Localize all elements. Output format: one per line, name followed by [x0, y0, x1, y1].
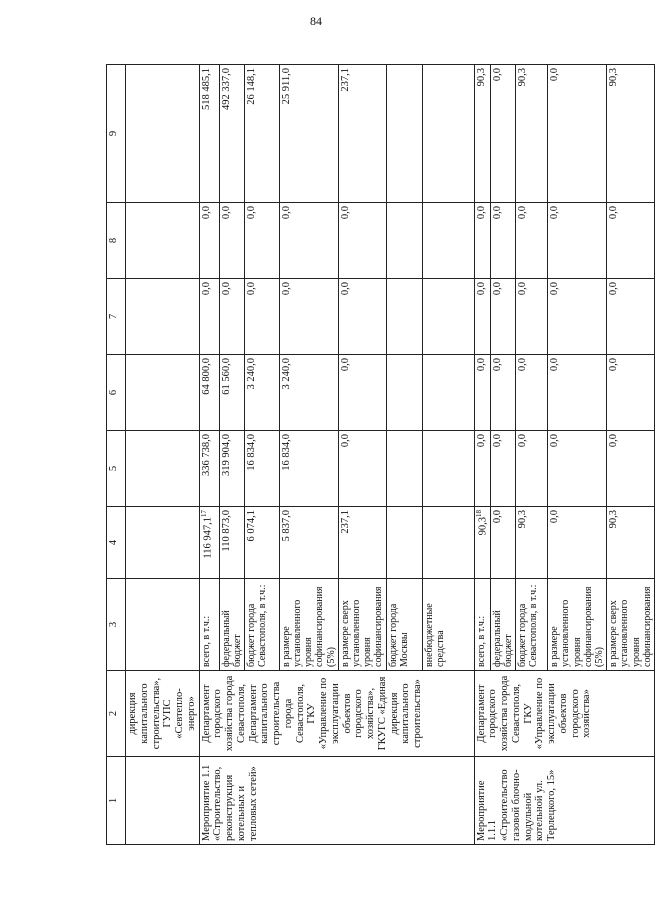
- amount-cell: [516, 203, 548, 279]
- executor-cell: Департамент городского хозяйства города Севастополя, ГКУ «Управление по эксплуатации объектов городского хозяйства»: [474, 671, 655, 757]
- amount-value: 0,0: [339, 282, 351, 296]
- amount-value: 110 873,0: [220, 510, 232, 552]
- amount-value: 61 560,0: [220, 358, 232, 395]
- amount-value: 319 904,0: [220, 434, 232, 476]
- header-cell: 8: [107, 203, 126, 279]
- amount-cell: [548, 507, 607, 579]
- amount-cell: [516, 431, 548, 507]
- amount-cell: [474, 203, 490, 279]
- page-number: 84: [310, 14, 322, 28]
- amount-value: 6 074,1: [245, 510, 257, 542]
- amount-cell: [199, 65, 219, 203]
- amount-cell: [338, 431, 386, 507]
- header-cell: 9: [107, 65, 126, 203]
- amount-cell: [607, 431, 655, 507]
- amount-cell: [386, 355, 422, 431]
- amount-cell: [607, 203, 655, 279]
- amount-value: 0,0: [491, 68, 503, 82]
- amount-cell: [219, 65, 244, 203]
- amount-value: 0,0: [220, 282, 232, 296]
- header-cell: 4: [107, 507, 126, 579]
- amount-value: 0,0: [608, 434, 620, 448]
- amount-cell: [516, 507, 548, 579]
- amount-cell: [386, 65, 422, 203]
- header-cell: 6: [107, 355, 126, 431]
- amount-cell: [338, 355, 386, 431]
- amount-cell: [516, 65, 548, 203]
- amount-cell: [548, 65, 607, 203]
- amount-cell: [490, 431, 515, 507]
- amount-cell: [338, 203, 386, 279]
- amount-value: 16 834,0: [280, 434, 292, 471]
- amount-value: 0,0: [280, 282, 292, 296]
- funding-source-cell: в размере сверх установленного уровня софинансирования: [338, 579, 386, 671]
- amount-cell: [607, 507, 655, 579]
- amount-cell: [244, 507, 279, 579]
- executor-cell: Департамент городского хозяйства города Севастополя, Департамент капитального строительства города Севастополя, ГКУ «Управление по эксплуатации объектов городского хозяйства», ГКУГС «Единая дирекция капитального строительства»: [199, 671, 474, 757]
- amount-value: 492 337,0: [220, 68, 232, 110]
- amount-value: 0,0: [200, 206, 212, 220]
- funding-source-cell: федеральный бюджет: [219, 579, 244, 671]
- amount-value: 0,0: [475, 434, 487, 448]
- amount-cell: [490, 65, 515, 203]
- amount-cell: [386, 279, 422, 355]
- header-row: [107, 65, 126, 845]
- amount-value: 90,3: [517, 510, 529, 529]
- amount-cell: [279, 203, 338, 279]
- amount-value: 0,0: [200, 282, 212, 296]
- amount-cell: [279, 355, 338, 431]
- amount-value: 0,0: [475, 206, 487, 220]
- amount-cell: [244, 355, 279, 431]
- amount-cell: [516, 355, 548, 431]
- measure-1-1-block: [199, 65, 474, 845]
- amount-value: 3 240,0: [280, 358, 292, 390]
- budget-table: [106, 64, 655, 845]
- amount-cell: [490, 203, 515, 279]
- amount-value: 0,0: [491, 434, 503, 448]
- amount-value: 0,0: [280, 206, 292, 220]
- amount-cell: [386, 507, 422, 579]
- amount-value: 0,0: [549, 206, 561, 220]
- amount-value: 0,0: [491, 206, 503, 220]
- measure-1-1-1-block: [474, 65, 655, 845]
- amount-value: 0,0: [491, 510, 503, 524]
- amount-cell: [244, 279, 279, 355]
- funding-source-cell: бюджет города Севастополя, в т.ч.:: [244, 579, 279, 671]
- amount-value: 116 947,1: [202, 517, 213, 559]
- amount-value: 0,0: [475, 358, 487, 372]
- amount-cell: [199, 279, 219, 355]
- amount-cell: [219, 431, 244, 507]
- header-cell: 3: [107, 579, 126, 671]
- amount-cell: [338, 279, 386, 355]
- amount-cell: [607, 279, 655, 355]
- amount-cell: [474, 507, 490, 579]
- amount-value: 0,0: [608, 358, 620, 372]
- amount-cell: [199, 355, 219, 431]
- funding-source-cell: бюджет города Москвы: [386, 579, 422, 671]
- footnote-marker: 18: [474, 510, 483, 517]
- amount-cell: [422, 431, 474, 507]
- amount-cell: [199, 431, 219, 507]
- amount-value: 0,0: [608, 282, 620, 296]
- amount-cell: [422, 203, 474, 279]
- header-cell: 7: [107, 279, 126, 355]
- amount-value: 0,0: [608, 206, 620, 220]
- amount-value: 0,0: [517, 282, 529, 296]
- amount-cell: [474, 279, 490, 355]
- continuation-row: [126, 65, 200, 845]
- amount-cell: [490, 355, 515, 431]
- amount-value: 0,0: [549, 434, 561, 448]
- amount-value: 0,0: [339, 206, 351, 220]
- amount-cell: [199, 507, 219, 579]
- amount-value: 90,3: [608, 68, 620, 87]
- amount-value: 336 738,0: [200, 434, 212, 476]
- amount-value: 0,0: [549, 68, 561, 82]
- amount-cell: [219, 507, 244, 579]
- amount-value: 90,3: [475, 68, 487, 87]
- amount-cell: [516, 279, 548, 355]
- amount-cell: [422, 279, 474, 355]
- amount-value: 0,0: [517, 434, 529, 448]
- amount-cell: [338, 65, 386, 203]
- amount-value: 237,1: [339, 68, 351, 92]
- amount-cell: [490, 507, 515, 579]
- amount-cell: [607, 65, 655, 203]
- amount-value: 0,0: [549, 282, 561, 296]
- amount-cell: [219, 279, 244, 355]
- header-cell: 2: [107, 671, 126, 757]
- amount-value: 26 148,1: [245, 68, 257, 105]
- amount-value: 90,3: [608, 510, 620, 529]
- amount-cell: [279, 507, 338, 579]
- measure-name-cell: Мероприятие 1.1.1 «Строительство газовой блочно-модульной котельной ул. Терлецкого, 15»: [474, 757, 655, 845]
- amount-cell: [548, 355, 607, 431]
- amount-value: 5 837,0: [280, 510, 292, 542]
- header-cell: 5: [107, 431, 126, 507]
- amount-cell: [199, 203, 219, 279]
- amount-value: 0,0: [491, 282, 503, 296]
- funding-source-cell: в размере сверх установленного уровня софинансирования: [607, 579, 655, 671]
- amount-cell: [244, 65, 279, 203]
- amount-cell: [422, 65, 474, 203]
- amount-cell: [244, 203, 279, 279]
- header-cell: 1: [107, 757, 126, 845]
- amount-value: 0,0: [475, 282, 487, 296]
- amount-cell: [607, 355, 655, 431]
- amount-value: 90,3: [477, 517, 489, 536]
- amount-cell: [219, 355, 244, 431]
- amount-value: 0,0: [245, 282, 257, 296]
- amount-cell: [474, 431, 490, 507]
- funding-source-cell: федеральный бюджет: [490, 579, 515, 671]
- amount-value: 0,0: [549, 510, 561, 524]
- amount-cell: [338, 507, 386, 579]
- amount-value: 0,0: [339, 358, 351, 372]
- measure-name-cell: Мероприятие 1.1 «Строительство, реконструкция котельных и тепловых сетей»: [199, 757, 474, 845]
- funding-source-cell: внебюджетные средства: [422, 579, 474, 671]
- amount-value: 16 834,0: [245, 434, 257, 471]
- amount-value: 25 911,0: [280, 68, 292, 105]
- amount-value: 90,3: [517, 68, 529, 87]
- funding-source-cell: всего, в т.ч.:: [474, 579, 490, 671]
- funding-source-cell: в размере установленного уровня софинансирования (5%): [279, 579, 338, 671]
- funding-source-cell: в размере установленного уровня софинансирования (5%): [548, 579, 607, 671]
- amount-cell: [422, 355, 474, 431]
- table-row: [199, 65, 219, 845]
- amount-cell: [279, 431, 338, 507]
- amount-value: 0,0: [491, 358, 503, 372]
- amount-cell: [422, 507, 474, 579]
- amount-value: 3 240,0: [245, 358, 257, 390]
- amount-value: 0,0: [220, 206, 232, 220]
- amount-cell: [548, 431, 607, 507]
- amount-cell: [474, 65, 490, 203]
- funding-source-cell: бюджет города Севастополя, в т.ч.:: [516, 579, 548, 671]
- amount-cell: [474, 355, 490, 431]
- amount-value: 0,0: [549, 358, 561, 372]
- amount-cell: [386, 431, 422, 507]
- footnote-marker: 17: [199, 510, 208, 517]
- amount-value: 518 485,1: [200, 68, 212, 110]
- table-row: [474, 65, 490, 845]
- amount-cell: [386, 203, 422, 279]
- amount-value: 0,0: [517, 358, 529, 372]
- amount-value: 0,0: [339, 434, 351, 448]
- continuation-executor-cell: дирекция капитального строительства», ГУПС «Севтепло-энерго»: [126, 671, 200, 757]
- amount-cell: [244, 431, 279, 507]
- amount-value: 0,0: [245, 206, 257, 220]
- amount-cell: [548, 279, 607, 355]
- amount-cell: [279, 279, 338, 355]
- amount-value: 237,1: [339, 510, 351, 534]
- amount-cell: [548, 203, 607, 279]
- amount-value: 64 800,0: [200, 358, 212, 395]
- amount-cell: [219, 203, 244, 279]
- amount-value: 0,0: [517, 206, 529, 220]
- funding-source-cell: всего, в т.ч.:: [199, 579, 219, 671]
- amount-cell: [279, 65, 338, 203]
- amount-cell: [490, 279, 515, 355]
- rotated-table-container: [106, 65, 653, 845]
